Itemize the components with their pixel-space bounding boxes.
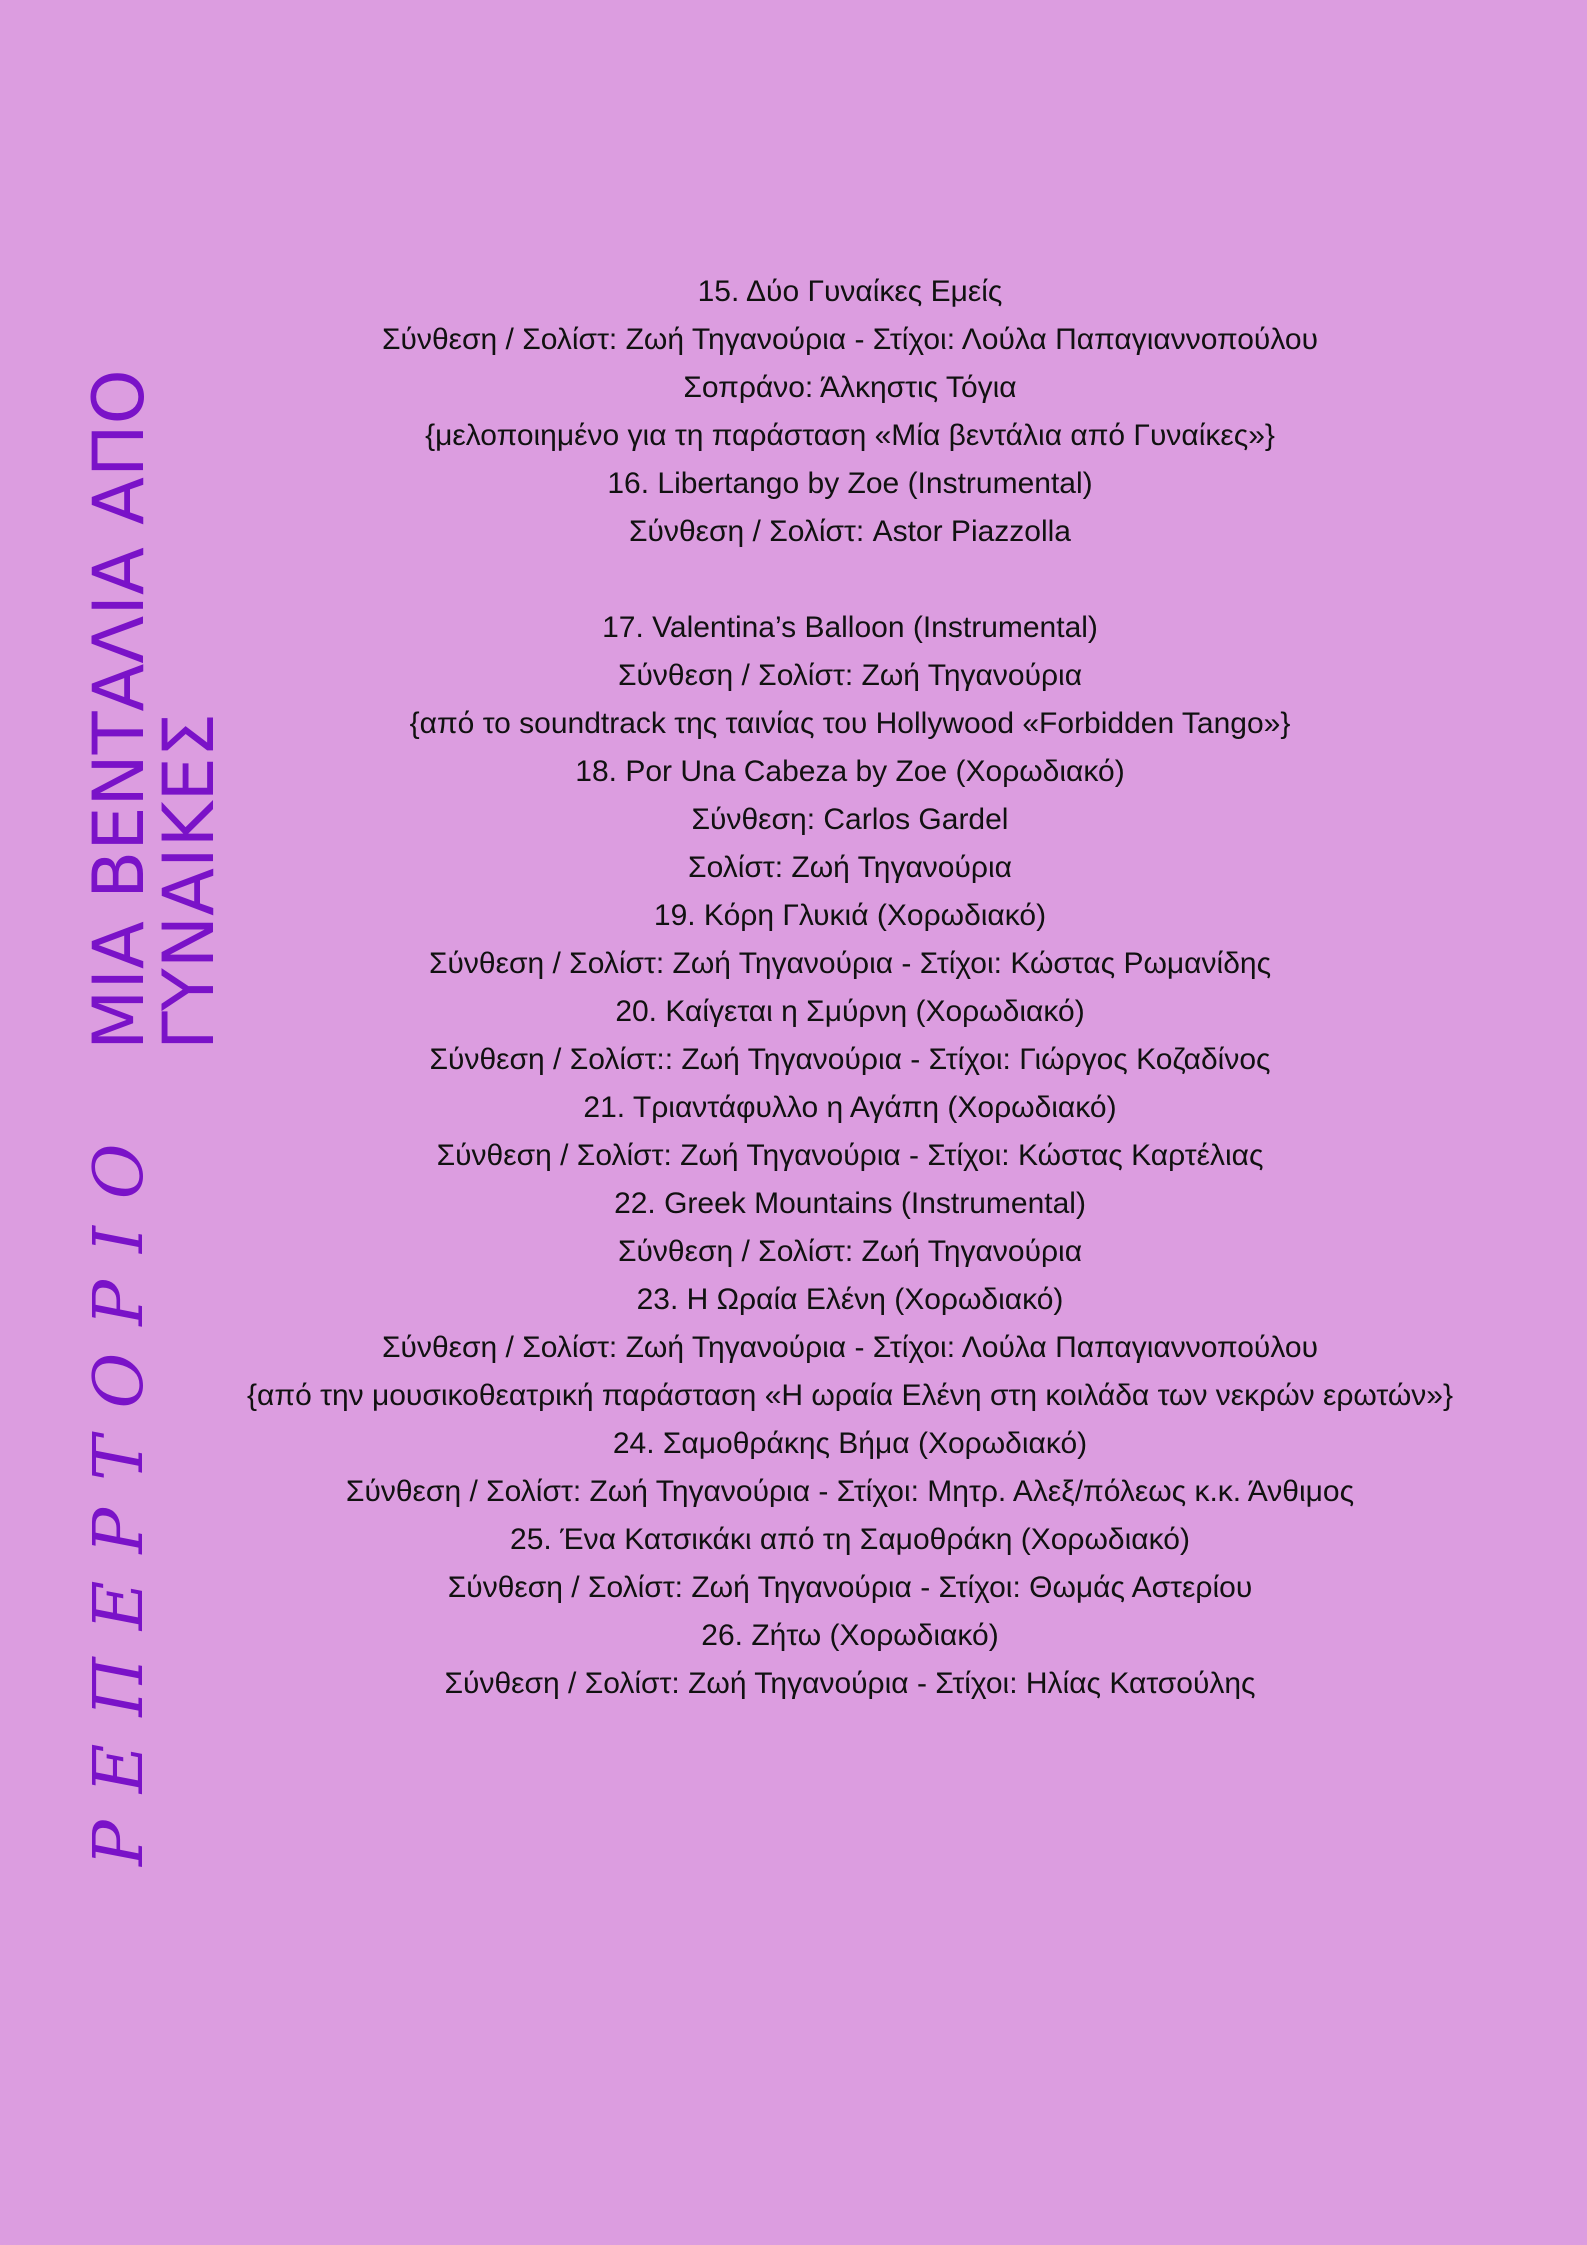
side-subtitle: ΡΕΠΕΡΤΟΡΙΟ xyxy=(80,1116,159,1866)
list-item: Σύνθεση / Σολίστ: Ζωή Τηγανούρια - Στίχοι: Λούλα Παπαγιαννοπούλου xyxy=(382,323,1318,356)
list-item: {από το soundtrack της ταινίας του Hollywood «Forbidden Tango»} xyxy=(409,707,1291,740)
list-item: Σύνθεση / Σολίστ: Ζωή Τηγανούρια - Στίχοι: Κώστας Καρτέλιας xyxy=(436,1139,1264,1172)
list-item: Σύνθεση: Carlos Gardel xyxy=(691,803,1009,836)
list-item: {από την μουσικοθεατρική παράσταση «Η ωραία Ελένη στη κοιλάδα των νεκρών ερωτών»} xyxy=(247,1379,1453,1412)
list-item: Σύνθεση / Σολίστ: Ζωή Τηγανούρια - Στίχοι: Μητρ. Αλεξ/πόλεως κ.κ. Άνθιμος xyxy=(345,1475,1355,1508)
side-title-line-1: ΜΙΑ ΒΕΝΤΑΛΙΑ ΑΠΟ xyxy=(78,369,160,1050)
list-item: Σοπράνο: Άλκηστις Τόγια xyxy=(683,371,1017,404)
list-item: 20. Καίγεται η Σμύρνη (Χορωδιακό) xyxy=(615,995,1085,1028)
list-item: 19. Κόρη Γλυκιά (Χορωδιακό) xyxy=(653,899,1047,932)
list-item: Σύνθεση / Σολίστ:: Ζωή Τηγανούρια - Στίχοι: Γιώργος Κοζαδίνος xyxy=(429,1043,1271,1076)
list-item: Σολίστ: Ζωή Τηγανούρια xyxy=(688,851,1012,884)
list-item: Σύνθεση / Σολίστ: Ζωή Τηγανούρια - Στίχοι: Ηλίας Κατσούλης xyxy=(444,1667,1256,1700)
list-item: Σύνθεση / Σολίστ: Ζωή Τηγανούρια xyxy=(617,659,1083,692)
list-item: 17. Valentina’s Balloon (Instrumental) xyxy=(602,611,1098,644)
list-item: 25. Ένα Κατσικάκι από τη Σαμοθράκη (Χορωδιακό) xyxy=(510,1523,1190,1556)
list-item: 18. Por Una Cabeza by Zoe (Χορωδιακό) xyxy=(575,755,1125,788)
list-item: 21. Τριαντάφυλλο η Αγάπη (Χορωδιακό) xyxy=(583,1091,1117,1124)
list-item: Σύνθεση / Σολίστ: Astor Piazzolla xyxy=(629,515,1071,548)
list-item: 24. Σαμοθράκης Βήμα (Χορωδιακό) xyxy=(612,1427,1088,1460)
list-item: 22. Greek Mountains (Instrumental) xyxy=(614,1187,1086,1220)
side-title-line-2: ΓΥΝΑΙΚΕΣ xyxy=(148,712,230,1050)
list-item: Σύνθεση / Σολίστ: Ζωή Τηγανούρια - Στίχοι: Λούλα Παπαγιαννοπούλου xyxy=(382,1331,1318,1364)
list-item: 16. Libertango by Zoe (Instrumental) xyxy=(607,467,1093,500)
list-item: 26. Ζήτω (Χορωδιακό) xyxy=(701,1619,999,1652)
repertoire-list xyxy=(200,268,1500,1708)
list-item xyxy=(200,556,1500,604)
list-item: 15. Δύο Γυναίκες Εμείς xyxy=(697,275,1003,308)
list-item: 23. Η Ωραία Ελένη (Χορωδιακό) xyxy=(636,1283,1064,1316)
list-item: Σύνθεση / Σολίστ: Ζωή Τηγανούρια xyxy=(617,1235,1083,1268)
list-item: {μελοποιημένο για τη παράσταση «Μία βεντάλια από Γυναίκες»} xyxy=(425,419,1275,452)
list-item: Σύνθεση / Σολίστ: Ζωή Τηγανούρια - Στίχοι: Κώστας Ρωμανίδης xyxy=(428,947,1272,980)
list-item: Σύνθεση / Σολίστ: Ζωή Τηγανούρια - Στίχοι: Θωμάς Αστερίου xyxy=(447,1571,1253,1604)
